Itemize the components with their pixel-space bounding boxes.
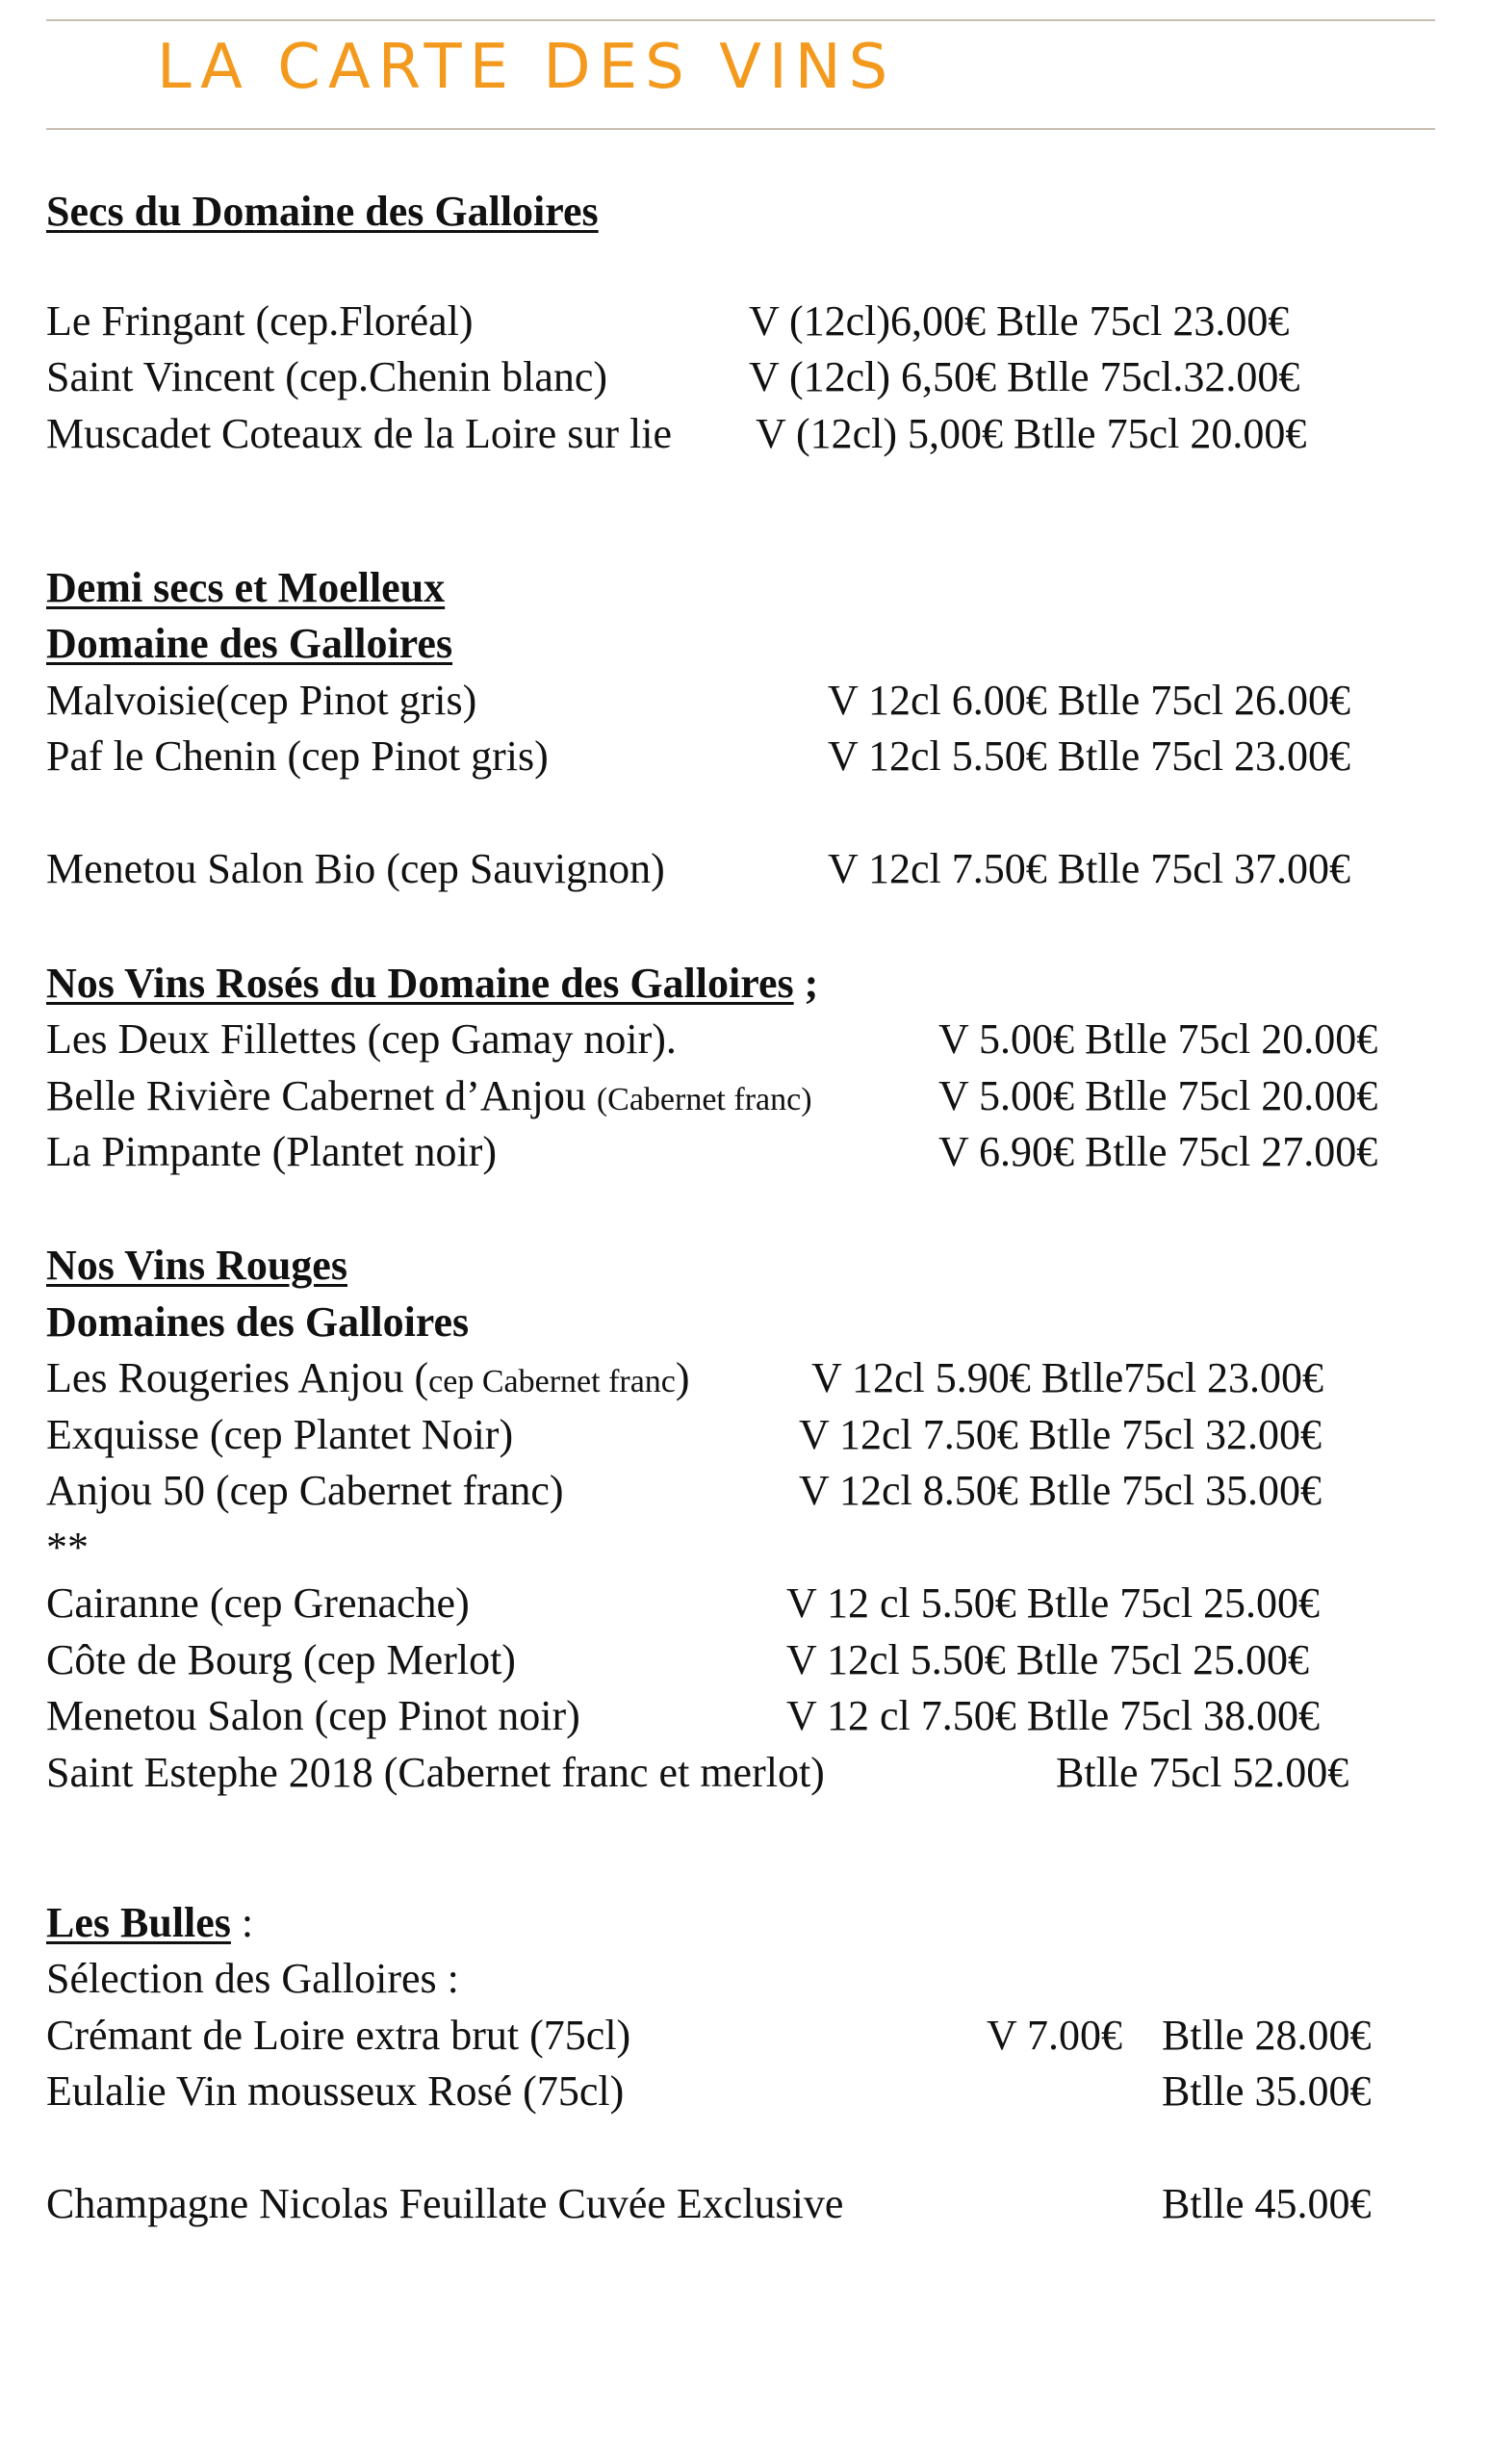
wine-name: Champagne Nicolas Feuillate Cuvée Exclusive bbox=[46, 2180, 844, 2227]
wine-price-bottle: Btlle 35.00€ bbox=[1162, 2067, 1372, 2115]
wine-price: V 5.00€ Btlle 75cl 20.00€ bbox=[938, 1072, 1378, 1119]
top-rule bbox=[46, 19, 1435, 21]
wine-name: Les Rougeries Anjou ( bbox=[46, 1354, 429, 1401]
page-title: LA CARTE DES VINS bbox=[157, 32, 896, 103]
section-heading-demi-secs: Demi secs et Moelleux bbox=[46, 564, 446, 611]
wine-name-end: ) bbox=[675, 1354, 690, 1401]
wine-price: V 12 cl 7.50€ Btlle 75cl 38.00€ bbox=[786, 1692, 1321, 1739]
wine-name: Paf le Chenin (cep Pinot gris) bbox=[46, 732, 549, 780]
wine-name: Anjou 50 (cep Cabernet franc) bbox=[46, 1467, 564, 1514]
wine-price: V 12cl 8.50€ Btlle 75cl 35.00€ bbox=[799, 1467, 1322, 1514]
separator-stars: ** bbox=[46, 1524, 89, 1571]
section-heading-rouges: Nos Vins Rouges bbox=[46, 1242, 347, 1289]
wine-price: V 6.90€ Btlle 75cl 27.00€ bbox=[938, 1128, 1378, 1175]
wine-name: Exquisse (cep Plantet Noir) bbox=[46, 1411, 514, 1458]
wine-price: Btlle 75cl 52.00€ bbox=[1056, 1749, 1349, 1796]
wine-price: V (12cl) 6,50€ Btlle 75cl.32.00€ bbox=[749, 353, 1300, 400]
heading-suffix: : bbox=[230, 1899, 254, 1946]
section-heading-roses-text: Nos Vins Rosés du Domaine des Galloires bbox=[46, 960, 794, 1007]
section-heading-roses bbox=[46, 957, 818, 1011]
wine-name: Crémant de Loire extra brut (75cl) bbox=[46, 2012, 631, 2059]
wine-name-row bbox=[46, 1351, 690, 1409]
wine-name: Saint Estephe 2018 (Cabernet franc et merlot) bbox=[46, 1749, 825, 1796]
title-rule bbox=[46, 128, 1435, 130]
wine-name: Côte de Bourg (cep Merlot) bbox=[46, 1636, 516, 1683]
wine-price: V 12cl 5.50€ Btlle 75cl 25.00€ bbox=[786, 1636, 1310, 1683]
wine-price-glass: V 7.00€ bbox=[987, 2012, 1122, 2059]
section-heading-bulles bbox=[46, 1896, 253, 1950]
section-heading-secs: Secs du Domaine des Galloires bbox=[46, 188, 599, 235]
wine-name: Menetou Salon (cep Pinot noir) bbox=[46, 1692, 580, 1739]
wine-name: Saint Vincent (cep.Chenin blanc) bbox=[46, 353, 608, 400]
wine-cepage: cep Cabernet franc bbox=[428, 1364, 676, 1399]
wine-price: V 5.00€ Btlle 75cl 20.00€ bbox=[938, 1015, 1378, 1063]
wine-name: Eulalie Vin mousseux Rosé (75cl) bbox=[46, 2067, 625, 2115]
wine-name: Malvoisie(cep Pinot gris) bbox=[46, 677, 477, 724]
wine-price-bottle: Btlle 45.00€ bbox=[1162, 2180, 1372, 2227]
section-subheading-demi-secs: Domaine des Galloires bbox=[46, 620, 453, 667]
section-subheading-bulles: Sélection des Galloires : bbox=[46, 1955, 459, 2002]
wine-price: V 12cl 6.00€ Btlle 75cl 26.00€ bbox=[828, 677, 1351, 724]
wine-name: Le Fringant (cep.Floréal) bbox=[46, 297, 474, 345]
heading-suffix: ; bbox=[793, 960, 819, 1007]
wine-cepage: (Cabernet franc) bbox=[596, 1082, 812, 1117]
wine-name: Muscadet Coteaux de la Loire sur lie bbox=[46, 410, 673, 457]
wine-price: V 12cl 5.90€ Btlle75cl 23.00€ bbox=[811, 1354, 1324, 1401]
wine-name: Les Deux Fillettes (cep Gamay noir). bbox=[46, 1015, 677, 1063]
wine-name: Menetou Salon Bio (cep Sauvignon) bbox=[46, 845, 665, 892]
wine-price: V 12cl 7.50€ Btlle 75cl 37.00€ bbox=[828, 845, 1351, 892]
wine-price: V 12 cl 5.50€ Btlle 75cl 25.00€ bbox=[786, 1579, 1321, 1627]
section-subheading-rouges: Domaines des Galloires bbox=[46, 1298, 470, 1346]
wine-price-bottle: Btlle 28.00€ bbox=[1162, 2012, 1372, 2059]
wine-name: Belle Rivière Cabernet d’Anjou bbox=[46, 1072, 586, 1119]
wine-name: La Pimpante (Plantet noir) bbox=[46, 1128, 497, 1175]
wine-price: V (12cl)6,00€ Btlle 75cl 23.00€ bbox=[749, 297, 1290, 345]
section-heading-bulles-text: Les Bulles bbox=[46, 1899, 231, 1946]
wine-name-row bbox=[46, 1069, 812, 1127]
wine-price: V 12cl 7.50€ Btlle 75cl 32.00€ bbox=[799, 1411, 1322, 1458]
wine-price: V 12cl 5.50€ Btlle 75cl 23.00€ bbox=[828, 732, 1351, 780]
wine-price: V (12cl) 5,00€ Btlle 75cl 20.00€ bbox=[756, 410, 1307, 457]
wine-name: Cairanne (cep Grenache) bbox=[46, 1579, 470, 1627]
